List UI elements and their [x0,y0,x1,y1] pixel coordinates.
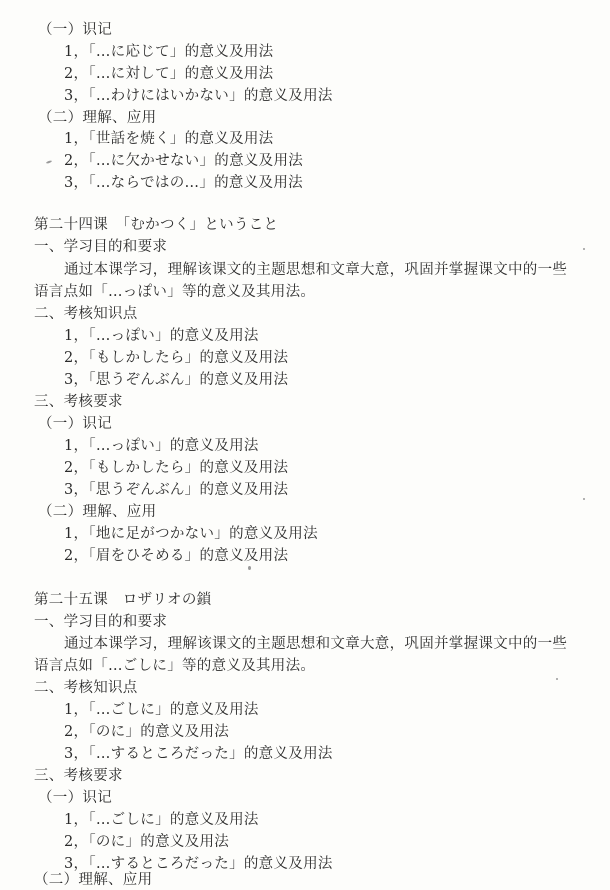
list-item: 3，「思うぞんぶん」的意义及用法 [64,482,289,498]
list-item: 3，「…ならではの…」的意义及用法 [64,175,303,191]
section-heading: 二、考核知识点 [34,306,138,322]
lesson-title: 第二十五课 ロザリオの鎖 [34,592,212,608]
list-item: 2，「のに」的意义及用法 [64,724,230,740]
paragraph-line: 通过本课学习，理解该课文的主题思想和文章大意，巩固并掌握课文中的一些 [64,636,568,652]
list-item: 1，「世話を焼く」的意义及用法 [64,131,274,147]
list-item: 2，「もしかしたら」的意义及用法 [64,350,289,366]
section-heading: 一、学习目的和要求 [34,239,168,255]
list-item: 3，「思うぞんぶん」的意义及用法 [64,372,289,388]
paragraph-line: 语言点如「…ごしに」等的意义及其用法。 [34,658,316,674]
list-item: 3，「…するところだった」的意义及用法 [64,746,333,762]
list-item: 1，「…っぽい」的意义及用法 [64,328,259,344]
section-heading: 二、考核知识点 [34,680,138,696]
scan-speck [583,498,585,500]
scan-speck [583,248,585,250]
section-heading: 一、学习目的和要求 [34,614,168,630]
list-item: 3，「…わけにはいかない」的意义及用法 [64,88,333,104]
subsection-heading: （一）识记 [38,22,112,38]
list-item: 3，「…するところだった」的意义及用法 [64,856,333,872]
scan-speck [556,678,558,680]
list-item: 1，「…ごしに」的意义及用法 [64,812,259,828]
list-item: 1，「…ごしに」的意义及用法 [64,702,259,718]
list-item: 2，「…に対して」的意义及用法 [64,66,274,82]
list-item: 1，「…っぽい」的意义及用法 [64,438,259,454]
list-item: 1，「地に足がつかない」的意义及用法 [64,526,318,542]
section-heading: 三、考核要求 [34,394,123,410]
scan-speck [248,566,251,570]
list-item: 2，「のに」的意义及用法 [64,834,230,850]
list-item: 2，「もしかしたら」的意义及用法 [64,460,289,476]
list-item: 1，「…に応じて」的意义及用法 [64,44,274,60]
list-item: 2，「眉をひそめる」的意义及用法 [64,548,289,564]
paragraph-line: 通过本课学习，理解该课文的主题思想和文章大意，巩固并掌握课文中的一些 [64,262,568,278]
subsection-heading: （一）识记 [38,790,112,806]
section-heading: 三、考核要求 [34,768,123,784]
lesson-title: 第二十四课 「むかつく」ということ [34,217,279,233]
subsection-heading: （二）理解、应用 [34,872,153,888]
scan-speck [46,160,52,164]
subsection-heading: （二）理解、应用 [38,110,157,126]
subsection-heading: （二）理解、应用 [38,504,157,520]
list-item: 2，「…に欠かせない」的意义及用法 [64,153,304,169]
subsection-heading: （一）识记 [38,416,112,432]
paragraph-line: 语言点如「…っぽい」等的意义及其用法。 [34,284,316,300]
